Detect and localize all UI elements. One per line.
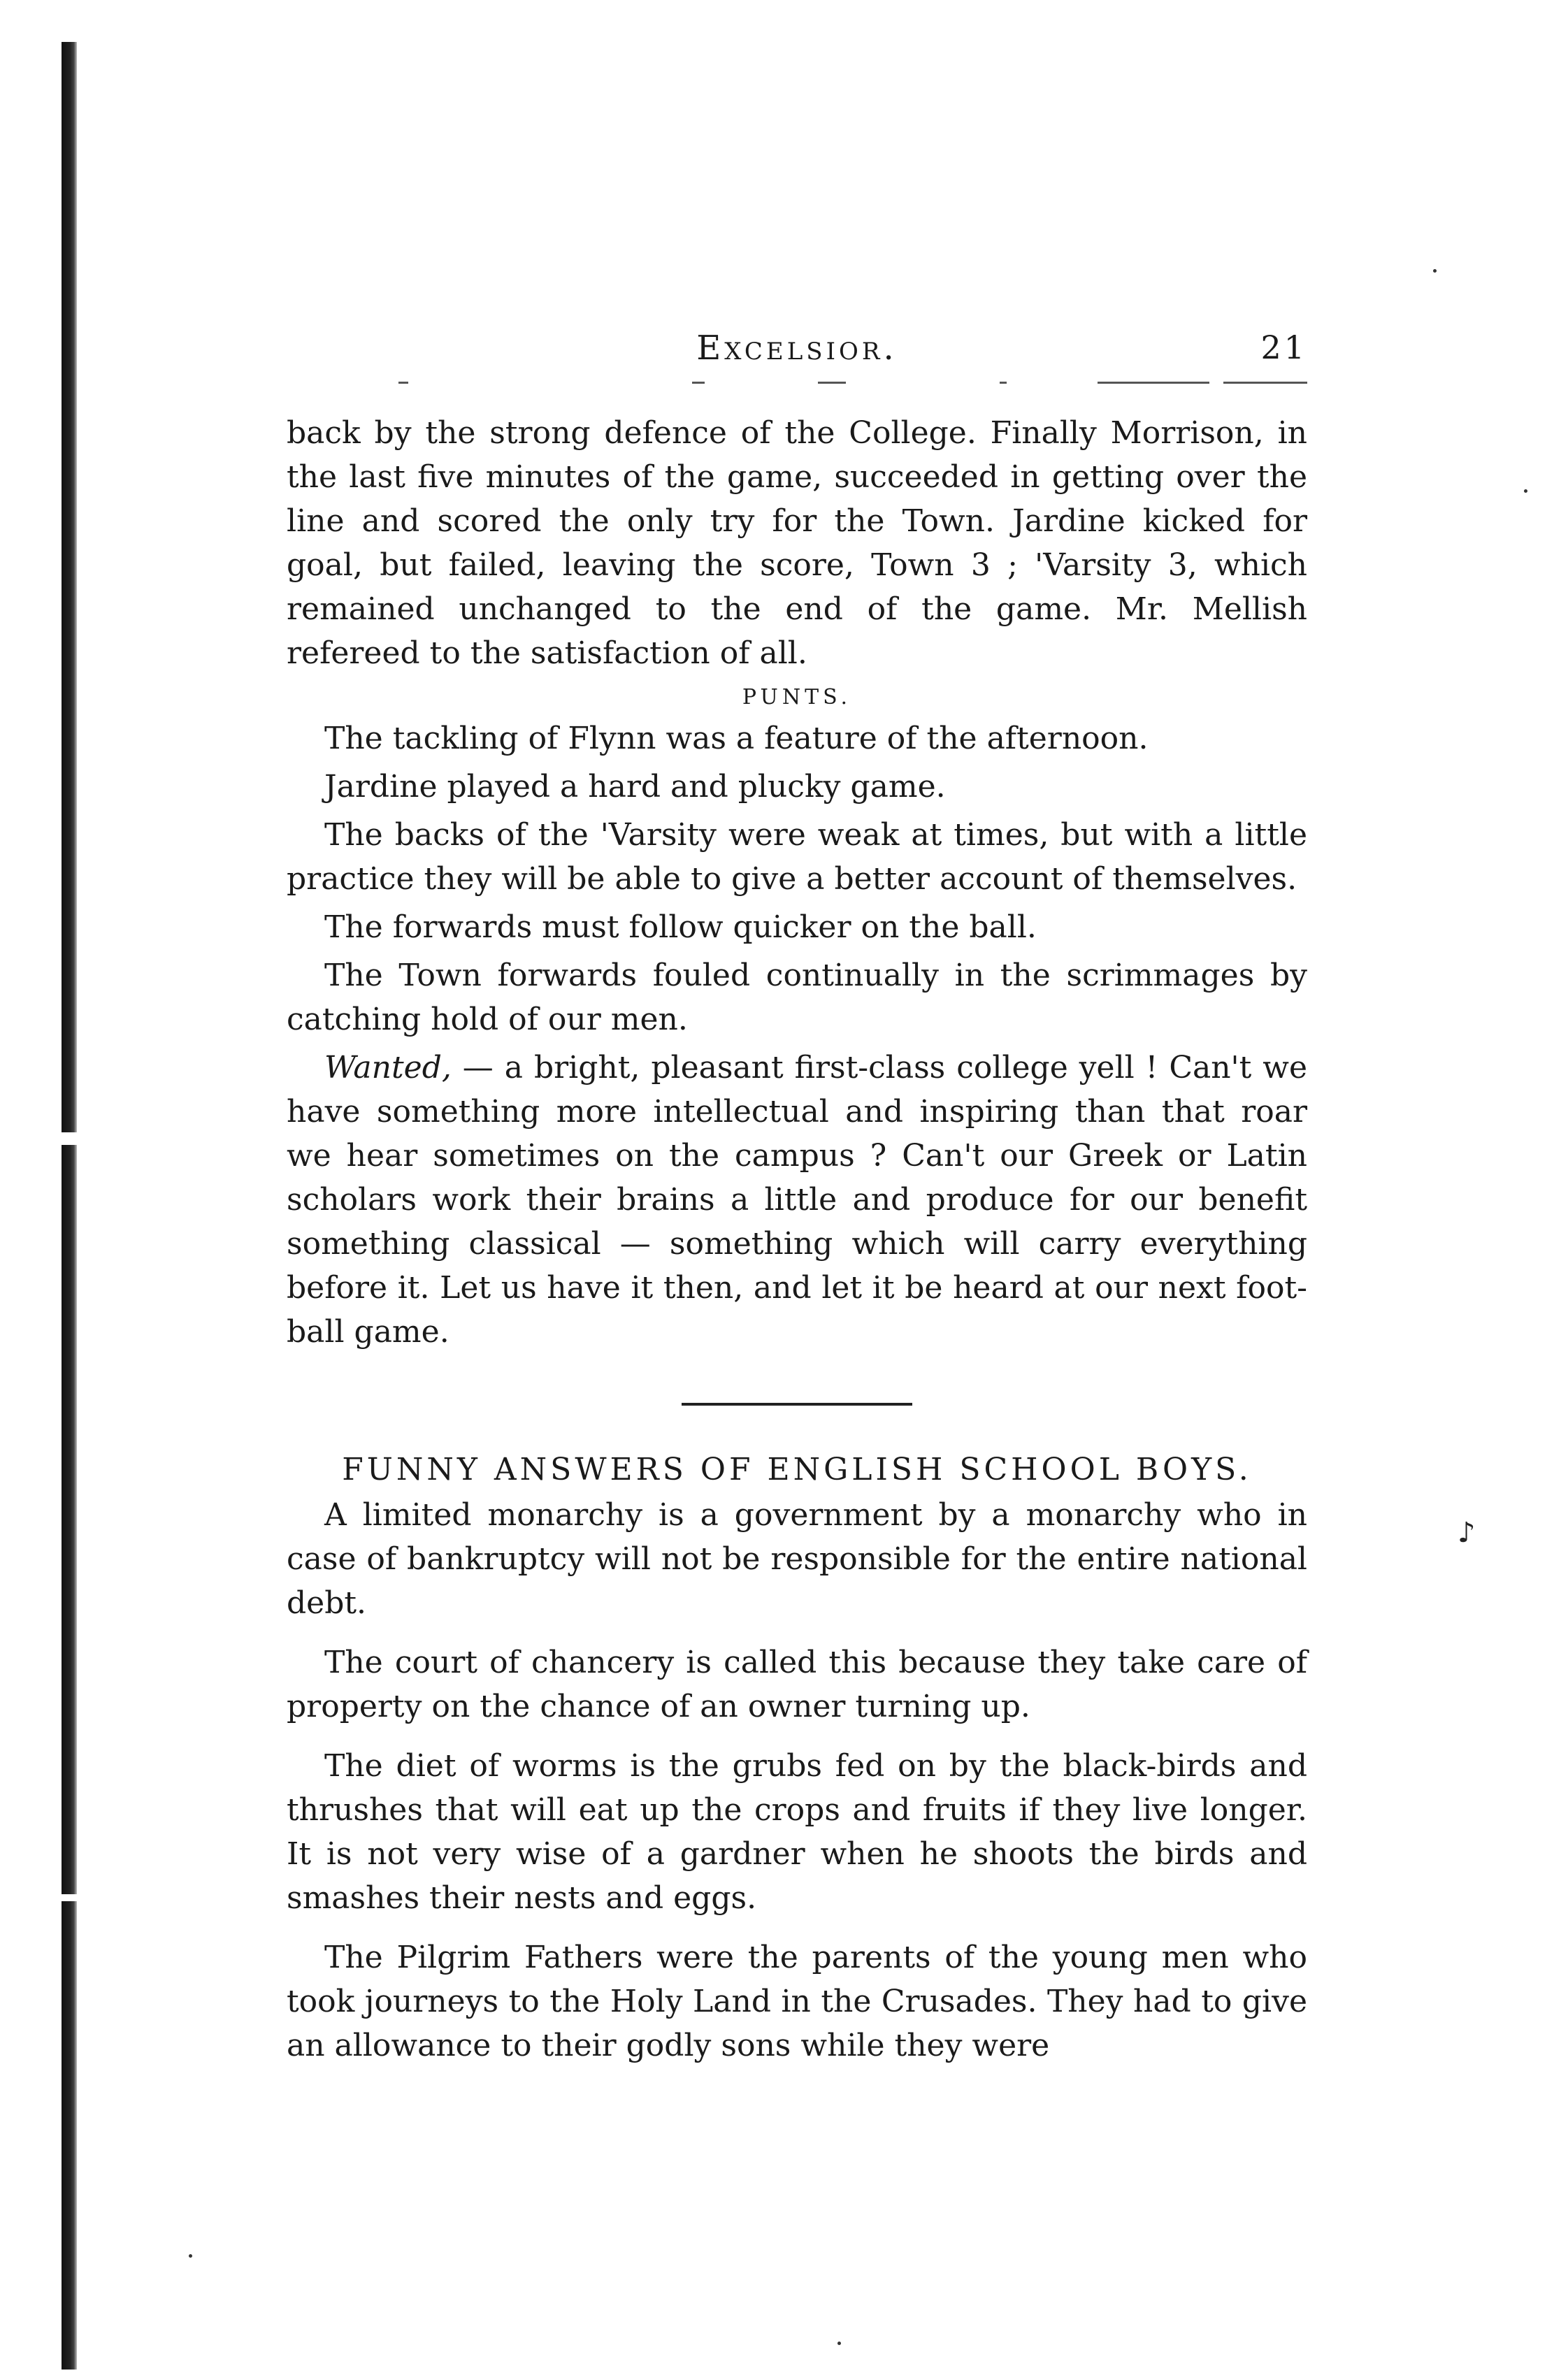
punt-item: The tackling of Flynn was a feature of the afternoon. (324, 721, 1149, 756)
scan-speck (1524, 489, 1527, 493)
scan-speck (837, 2342, 841, 2345)
section-divider (682, 1403, 912, 1406)
scan-edge-gap (62, 1894, 77, 1901)
punt-item: Jardine played a hard and plucky game. (324, 769, 946, 805)
section-title: FUNNY ANSWERS OF ENGLISH SCHOOL BOYS. (342, 1452, 1252, 1487)
scan-mark: ♪ (1458, 1517, 1476, 1549)
rule-dash (1223, 382, 1307, 384)
page (287, 322, 1307, 2068)
wanted-lead: Wanted, (324, 1050, 452, 1086)
running-head-title: Excelsior. (696, 329, 898, 368)
rule-dash (1000, 382, 1007, 384)
match-report-paragraph: back by the strong defence of the College. Finally Morrison, in the last five minutes of the game, succeeded in getting over the line and scored the only try for the Town. Jardine kicked for goal, but failed, leaving the score, Town 3 ; 'Varsity 3, which remained unchanged to the end of the game. Mr. Mellish refereed to the satisfaction of all. (287, 415, 1307, 671)
punt-item: The Town forwards fouled continually in the scrimmages by catching hold of our men. (287, 958, 1307, 1037)
scan-edge-gap (62, 1132, 77, 1145)
answer-paragraph: The diet of worms is the grubs fed on by the black-birds and thrushes that will eat up the crops and fruits if they live longer. It is not very wise of a gardner when he shoots the birds and smashes their nests and eggs. (287, 1748, 1307, 1916)
rule-dash (692, 382, 705, 384)
page-number: 21 (1260, 329, 1307, 366)
rule-dash (398, 382, 408, 384)
answer-paragraph: A limited monarchy is a government by a monarchy who in case of bankruptcy will not be responsible for the entire national debt. (287, 1497, 1307, 1621)
scan-speck (1433, 269, 1437, 273)
answer-paragraph: The Pilgrim Fathers were the parents of the young men who took journeys to the Holy Land in the Crusades. They had to give an allowance to their godly sons while they were (287, 1940, 1307, 2063)
rule-dash (818, 382, 846, 384)
running-head (287, 322, 1307, 377)
punt-item: The backs of the 'Varsity were weak at times, but with a little practice they will be able to give a better account of themselves. (287, 817, 1307, 897)
wanted-text: — a bright, pleasant first-class college yell ! Can't we have something more intellectual and inspiring than that roar we hear sometimes on the campus ? Can't our Greek or Latin scholars work their brains a little and produce for our benefit something classical — something which will carry everything before it. Let us have it then, and let it be heard at our next foot-ball game. (287, 1050, 1307, 1350)
punt-item: The forwards must follow quicker on the ball. (324, 909, 1037, 945)
scan-binding-edge (62, 42, 77, 2370)
scan-speck (189, 2254, 192, 2258)
answer-paragraph: The court of chancery is called this because they take care of property on the chance of an owner turning up. (287, 1645, 1307, 1724)
rule-dash (1098, 382, 1209, 384)
header-rule (287, 377, 1307, 391)
wanted-paragraph (287, 1046, 1307, 1354)
punts-subheading: PUNTS. (742, 685, 852, 709)
